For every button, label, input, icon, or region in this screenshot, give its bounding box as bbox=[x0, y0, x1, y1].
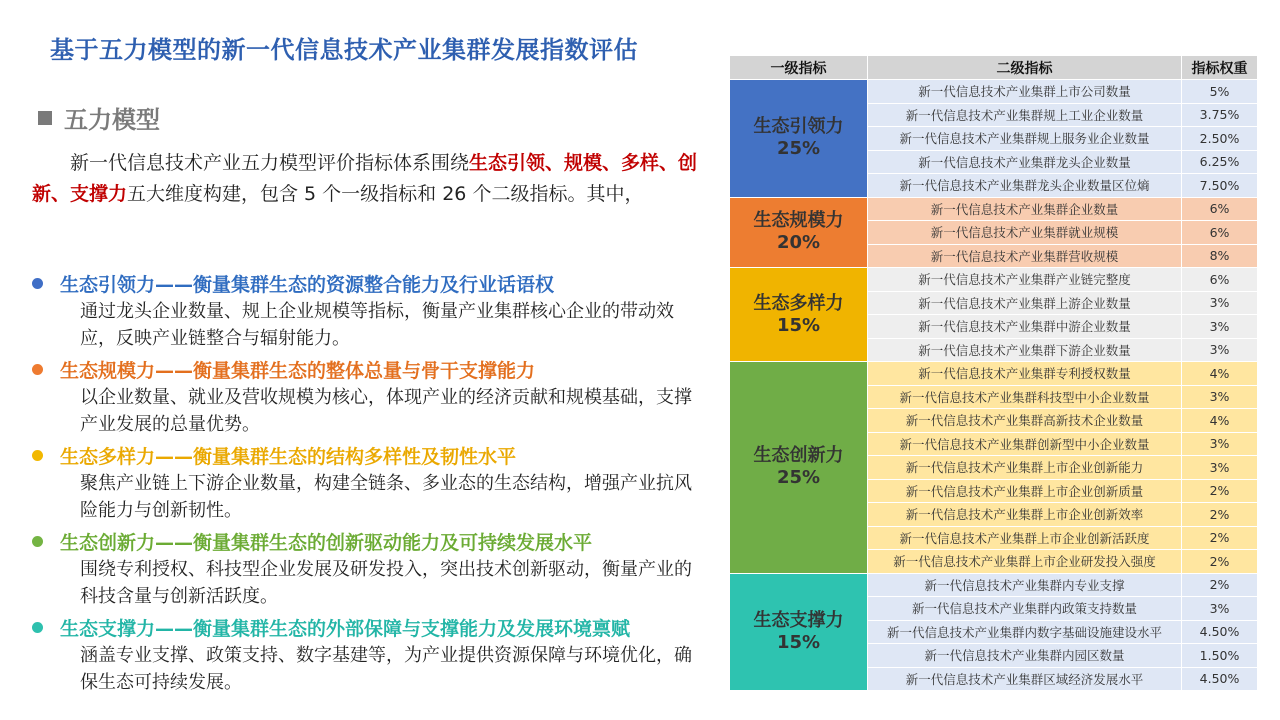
intro-text-before: 新一代信息技术产业五力模型评价指标体系围绕 bbox=[70, 152, 470, 174]
category-cell-diversity: 生态多样力 15% bbox=[730, 268, 868, 362]
weight-cell: 6.25% bbox=[1182, 150, 1258, 174]
dimension-desc: 聚焦产业链上下游企业数量，构建全链条、多业态的生态结构，增强产业抗风险能力与创新韧性。 bbox=[80, 473, 692, 521]
dimension-desc: 以企业数量、就业及营收规模为核心，体现产业的经济贡献和规模基础，支撑产业发展的总量优势。 bbox=[80, 387, 692, 435]
weight-cell: 2% bbox=[1182, 503, 1258, 527]
header-weight: 指标权重 bbox=[1182, 56, 1258, 80]
subindicator-cell: 新一代信息技术产业集群内园区数量 bbox=[868, 644, 1182, 668]
dimension-desc: 围绕专利授权、科技型企业发展及研发投入，突出技术创新驱动，衡量产业的科技含量与创新活跃度。 bbox=[80, 559, 692, 607]
intro-text-after: 五大维度构建，包含 5 个一级指标和 26 个二级指标。其中， bbox=[127, 183, 644, 205]
blue-bullet-icon bbox=[32, 278, 43, 289]
section-heading bbox=[38, 100, 160, 135]
weight-cell: 3% bbox=[1182, 597, 1258, 621]
subindicator-cell: 新一代信息技术产业集群内政策支持数量 bbox=[868, 597, 1182, 621]
dimension-title: 生态规模力——衡量集群生态的整体总量与骨干支撑能力 bbox=[60, 359, 536, 382]
green-bullet-icon bbox=[32, 536, 43, 547]
weight-cell: 2% bbox=[1182, 526, 1258, 550]
teal-bullet-icon bbox=[32, 622, 43, 633]
header-level1: 一级指标 bbox=[730, 56, 868, 80]
square-bullet-icon bbox=[38, 111, 52, 125]
section-heading-text: 五力模型 bbox=[64, 106, 160, 134]
table-row bbox=[730, 80, 1258, 104]
dimension-item-leading bbox=[32, 266, 712, 352]
dimension-desc: 通过龙头企业数量、规上企业规模等指标，衡量产业集群核心企业的带动效应，反映产业链整合与辐射能力。 bbox=[80, 301, 674, 349]
weight-cell: 4% bbox=[1182, 362, 1258, 386]
subindicator-cell: 新一代信息技术产业集群就业规模 bbox=[868, 221, 1182, 245]
subindicator-cell: 新一代信息技术产业集群高新技术企业数量 bbox=[868, 409, 1182, 433]
subindicator-cell: 新一代信息技术产业集群龙头企业数量区位熵 bbox=[868, 174, 1182, 198]
weight-cell: 2% bbox=[1182, 573, 1258, 597]
table-row bbox=[730, 268, 1258, 292]
subindicator-cell: 新一代信息技术产业集群专利授权数量 bbox=[868, 362, 1182, 386]
table-header-row bbox=[730, 56, 1258, 80]
weight-cell: 8% bbox=[1182, 244, 1258, 268]
subindicator-cell: 新一代信息技术产业集群上游企业数量 bbox=[868, 291, 1182, 315]
weight-cell: 3% bbox=[1182, 432, 1258, 456]
subindicator-cell: 新一代信息技术产业集群内数字基础设施建设水平 bbox=[868, 620, 1182, 644]
subindicator-cell: 新一代信息技术产业集群规上工业企业数量 bbox=[868, 103, 1182, 127]
subindicator-cell: 新一代信息技术产业集群龙头企业数量 bbox=[868, 150, 1182, 174]
weight-cell: 1.50% bbox=[1182, 644, 1258, 668]
weight-cell: 2% bbox=[1182, 550, 1258, 574]
table-row bbox=[730, 197, 1258, 221]
table-row bbox=[730, 573, 1258, 597]
weight-cell: 3% bbox=[1182, 385, 1258, 409]
category-cell-scale: 生态规模力 20% bbox=[730, 197, 868, 268]
subindicator-cell: 新一代信息技术产业集群中游企业数量 bbox=[868, 315, 1182, 339]
weight-cell: 4.50% bbox=[1182, 667, 1258, 691]
dimension-item-support bbox=[32, 610, 712, 696]
category-cell-innovation: 生态创新力 25% bbox=[730, 362, 868, 574]
weight-cell: 3% bbox=[1182, 456, 1258, 480]
weight-cell: 3% bbox=[1182, 338, 1258, 362]
weight-cell: 7.50% bbox=[1182, 174, 1258, 198]
subindicator-cell: 新一代信息技术产业集群产业链完整度 bbox=[868, 268, 1182, 292]
page-title: 基于五力模型的新一代信息技术产业集群发展指数评估 bbox=[50, 36, 638, 64]
subindicator-cell: 新一代信息技术产业集群科技型中小企业数量 bbox=[868, 385, 1182, 409]
subindicator-cell: 新一代信息技术产业集群营收规模 bbox=[868, 244, 1182, 268]
weight-cell: 6% bbox=[1182, 221, 1258, 245]
weight-cell: 3.75% bbox=[1182, 103, 1258, 127]
subindicator-cell: 新一代信息技术产业集群上市企业创新效率 bbox=[868, 503, 1182, 527]
subindicator-cell: 新一代信息技术产业集群上市企业创新质量 bbox=[868, 479, 1182, 503]
weight-cell: 3% bbox=[1182, 315, 1258, 339]
orange-bullet-icon bbox=[32, 364, 43, 375]
weight-cell: 6% bbox=[1182, 268, 1258, 292]
subindicator-cell: 新一代信息技术产业集群规上服务业企业数量 bbox=[868, 127, 1182, 151]
category-cell-leading: 生态引领力 25% bbox=[730, 80, 868, 198]
dimension-title: 生态多样力——衡量集群生态的结构多样性及韧性水平 bbox=[60, 445, 517, 468]
intro-highlight: 生态引领、规模、多样、创新、支撑力 bbox=[32, 152, 698, 205]
subindicator-cell: 新一代信息技术产业集群上市公司数量 bbox=[868, 80, 1182, 104]
subindicator-cell: 新一代信息技术产业集群上市企业研发投入强度 bbox=[868, 550, 1182, 574]
category-cell-support: 生态支撑力 15% bbox=[730, 573, 868, 691]
subindicator-cell: 新一代信息技术产业集群企业数量 bbox=[868, 197, 1182, 221]
subindicator-cell: 新一代信息技术产业集群下游企业数量 bbox=[868, 338, 1182, 362]
weight-cell: 3% bbox=[1182, 291, 1258, 315]
dimension-title: 生态引领力——衡量集群生态的资源整合能力及行业话语权 bbox=[60, 273, 555, 296]
dimension-title: 生态创新力——衡量集群生态的创新驱动能力及可持续发展水平 bbox=[60, 531, 593, 554]
subindicator-cell: 新一代信息技术产业集群创新型中小企业数量 bbox=[868, 432, 1182, 456]
subindicator-cell: 新一代信息技术产业集群上市企业创新活跃度 bbox=[868, 526, 1182, 550]
weight-cell: 2% bbox=[1182, 479, 1258, 503]
weight-cell: 4.50% bbox=[1182, 620, 1258, 644]
dimension-title: 生态支撑力——衡量集群生态的外部保障与支撑能力及发展环境禀赋 bbox=[60, 617, 631, 640]
weight-cell: 2.50% bbox=[1182, 127, 1258, 151]
subindicator-cell: 新一代信息技术产业集群内专业支撑 bbox=[868, 573, 1182, 597]
indicator-table bbox=[729, 55, 1258, 691]
weight-cell: 5% bbox=[1182, 80, 1258, 104]
weight-cell: 4% bbox=[1182, 409, 1258, 433]
intro-paragraph bbox=[32, 148, 700, 210]
dimension-item-innovation bbox=[32, 524, 712, 610]
dimension-item-scale bbox=[32, 352, 712, 438]
dimension-list bbox=[32, 266, 712, 696]
subindicator-cell: 新一代信息技术产业集群上市企业创新能力 bbox=[868, 456, 1182, 480]
table-row bbox=[730, 362, 1258, 386]
yellow-bullet-icon bbox=[32, 450, 43, 461]
dimension-desc: 涵盖专业支撑、政策支持、数字基建等，为产业提供资源保障与环境优化，确保生态可持续发展。 bbox=[80, 645, 692, 693]
subindicator-cell: 新一代信息技术产业集群区域经济发展水平 bbox=[868, 667, 1182, 691]
dimension-item-diversity bbox=[32, 438, 712, 524]
weight-cell: 6% bbox=[1182, 197, 1258, 221]
header-level2: 二级指标 bbox=[868, 56, 1182, 80]
